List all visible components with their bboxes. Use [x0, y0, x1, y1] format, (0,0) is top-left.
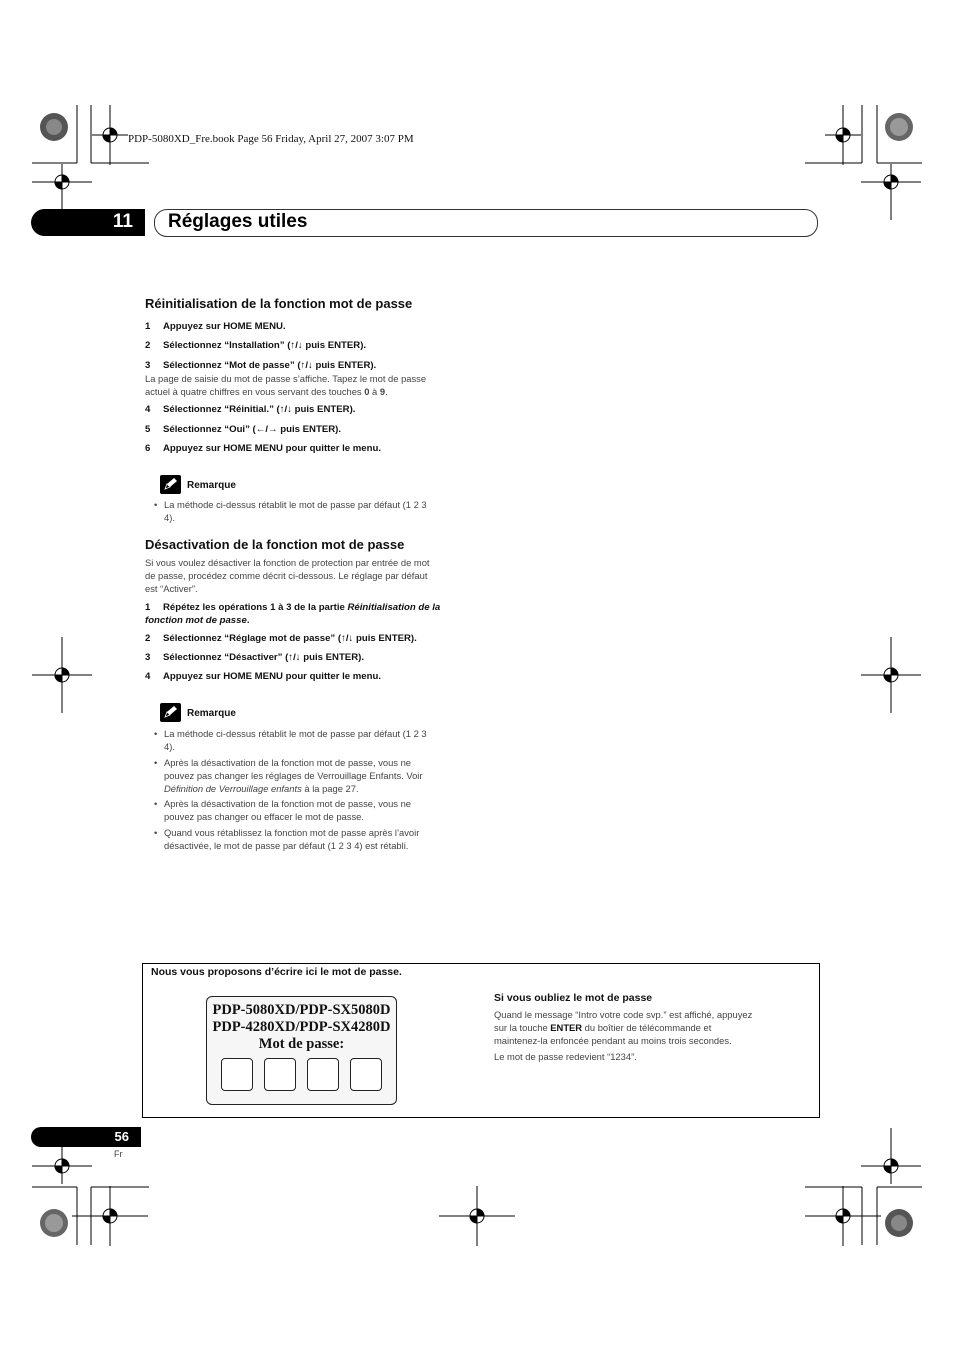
step-item: 6 Appuyez sur HOME MENU pour quitter le menu. — [145, 443, 382, 454]
step-item: 5 Sélectionnez “Oui” (←/→ puis ENTER). — [145, 424, 342, 435]
chapter-title: Réglages utiles — [168, 211, 308, 232]
section-title-disable: Désactivation de la fonction mot de passe — [145, 537, 405, 552]
page-number-tab — [31, 1127, 141, 1147]
step-item: 2 Sélectionnez “Installation” (↑/↓ puis ENTER). — [145, 340, 367, 351]
section-intro: Si vous voulez désactiver la fonction de protection par entrée de mot de passe, procédez comme décrit ci-dessous. Le réglage par défaut est “Activer”. — [145, 557, 430, 594]
step-item: 3 Sélectionnez “Mot de passe” (↑/↓ puis ENTER). — [145, 360, 377, 371]
step-item: 3 Sélectionnez “Désactiver” (↑/↓ puis ENTER). — [145, 652, 364, 663]
password-box-heading: Nous vous proposons d’écrire ici le mot de passe. — [151, 966, 402, 978]
password-digit-box — [221, 1058, 253, 1091]
note-bullet: • Après la désactivation de la fonction mot de passe, vous ne pouvez pas changer les réglages de Verrouillage Enfants. Voir Définition de Verrouillage enfants à la page 27. — [154, 756, 423, 795]
step-item: 2 Sélectionnez “Réglage mot de passe” (↑/↓ puis ENTER). — [145, 633, 417, 644]
chapter-number: 11 — [112, 211, 133, 232]
note-bullet: • Quand vous rétablissez la fonction mot de passe après l’avoir désactivée, le mot de passe par défaut (1 2 3 4) est rétabli. — [154, 826, 419, 852]
card-model-line2: PDP-4280XD/PDP-SX4280D — [212, 1019, 391, 1035]
password-digit-box — [264, 1058, 296, 1091]
note-bullet: • Après la désactivation de la fonction mot de passe, vous ne pouvez pas changer ou effacer le mot de passe. — [154, 797, 411, 823]
card-password-label: Mot de passe: — [258, 1036, 345, 1052]
password-digit-box — [307, 1058, 339, 1091]
step-item: 1 Répétez les opérations 1 à 3 de la partie Réinitialisation de la fonction mot de passe. — [145, 602, 441, 626]
note-bullet: • La méthode ci-dessus rétablit le mot de passe par défaut (1 2 3 4). — [154, 727, 427, 753]
page-number: 56 — [114, 1129, 129, 1144]
card-model-line1: PDP-5080XD/PDP-SX5080D — [212, 1002, 391, 1018]
forgot-text: Quand le message “Intro votre code svp.” est affiché, appuyez sur la touche ENTER du boîtier de télécommande et maintenez-la enfoncée pendant au moins trois secondes. Le mot de passe redevient “1234”. — [494, 1009, 753, 1062]
note-label: Remarque — [187, 708, 236, 719]
step-item: 4 Appuyez sur HOME MENU pour quitter le menu. — [145, 671, 382, 682]
chapter-title-bar — [154, 209, 818, 237]
forgot-title: Si vous oubliez le mot de passe — [494, 992, 653, 1004]
note-bullet: • La méthode ci-dessus rétablit le mot de passe par défaut (1 2 3 4). — [154, 498, 427, 524]
note-pencil-icon — [160, 703, 181, 722]
step-description: La page de saisie du mot de passe s’affiche. Tapez le mot de passe actuel à quatre chiffres en vous servant des touches 0 à 9. — [145, 373, 427, 397]
password-card — [206, 996, 397, 1105]
note-label: Remarque — [187, 480, 236, 491]
note-pencil-icon — [160, 475, 181, 494]
step-item: 1 Appuyez sur HOME MENU. — [145, 321, 286, 332]
password-digit-box — [350, 1058, 382, 1091]
step-item: 4 Sélectionnez “Réinitial.” (↑/↓ puis ENTER). — [145, 404, 356, 415]
language-code: Fr — [114, 1149, 123, 1159]
section-title-reset: Réinitialisation de la fonction mot de passe — [145, 296, 413, 311]
file-info-header: PDP-5080XD_Fre.book Page 56 Friday, April 27, 2007 3:07 PM — [128, 133, 414, 145]
chapter-number-tab — [31, 209, 145, 236]
